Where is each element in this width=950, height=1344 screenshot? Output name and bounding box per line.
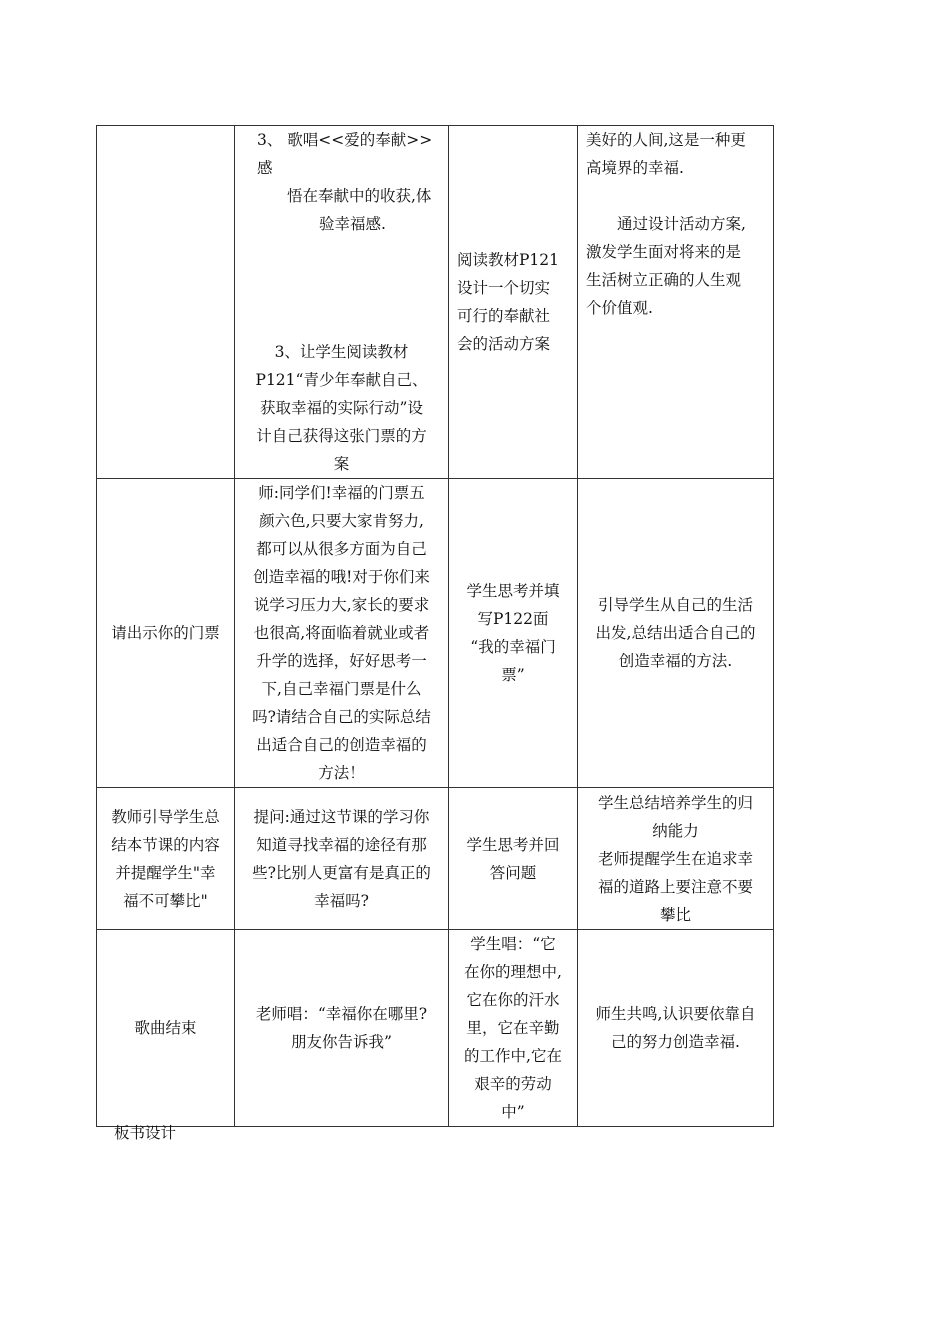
spacer (243, 238, 440, 338)
board-design-heading: 板书设计 (114, 1124, 177, 1142)
row2-teacher-activity-cell: 师:同学们!幸福的门票五 颜六色,只要大家肯努力, 都可以从很多方面为自己 创造幸福的哦!对于你们来 说学习压力大,家长的要求 也很高,将面临着就业或者 升学的选择，好好思考一 下,自己幸福门票是什么 吗?请结合自己的实际总结 出适合自己的创造幸福的 方法！ (235, 479, 449, 788)
table-row (97, 788, 774, 930)
row1-design-intent-cell: 美好的人间,这是一种更 高境界的幸福. 通过设计活动方案, 激发学生面对将来的是 生活树立正确的人生观 个价值观. (578, 126, 774, 479)
row3-design-intent-cell: 学生总结培养学生的归 纳能力 老师提醒学生在追求幸 福的道路上要注意不要 攀比 (578, 788, 774, 930)
row1-item-b: 3、让学生阅读教材 P121“青少年奉献自己、 获取幸福的实际行动”设 计自己获得这张门票的方 案 (255, 343, 428, 473)
spacer (586, 182, 765, 210)
row4-student-activity-cell: 学生唱：“它 在你的理想中, 它在你的汗水 里，它在辛勤 的工作中,它在 艰辛的劳动 中” (449, 930, 578, 1127)
row3-teacher-activity-cell: 提问:通过这节课的学习你 知道寻找幸福的途径有那 些?比别人更富有是真正的 幸福吗? (235, 788, 449, 930)
row4-design-intent-cell: 师生共鸣,认识要依靠自 己的努力创造幸福. (578, 930, 774, 1127)
row2-section-cell: 请出示你的门票 (97, 479, 235, 788)
table-row (97, 126, 774, 479)
row2-student-activity-cell: 学生思考并填 写P122面 “我的幸福门 票” (449, 479, 578, 788)
row3-student-activity-cell: 学生思考并回 答问题 (449, 788, 578, 930)
row2-design-intent-cell: 引导学生从自己的生活 出发,总结出适合自己的 创造幸福的方法. (578, 479, 774, 788)
row1-item-a: 3、 歌唱<<爱的奉献>>感 悟在奉献中的收获,体 验幸福感. (257, 131, 433, 233)
row4-teacher-activity-cell: 老师唱：“幸福你在哪里? 朋友你告诉我” (235, 930, 449, 1127)
table-row (97, 479, 774, 788)
lesson-plan-table (96, 125, 774, 1127)
table-row (97, 930, 774, 1127)
row1-student-activity-cell: 阅读教材P121 设计一个切实 可行的奉献社 会的活动方案 (449, 126, 578, 479)
row1-section-cell (97, 126, 235, 479)
row3-section-cell: 教师引导学生总 结本节课的内容 并提醒学生"幸 福不可攀比" (97, 788, 235, 930)
row4-section-cell: 歌曲结束 (97, 930, 235, 1127)
row1-teacher-activity-cell (235, 126, 449, 479)
